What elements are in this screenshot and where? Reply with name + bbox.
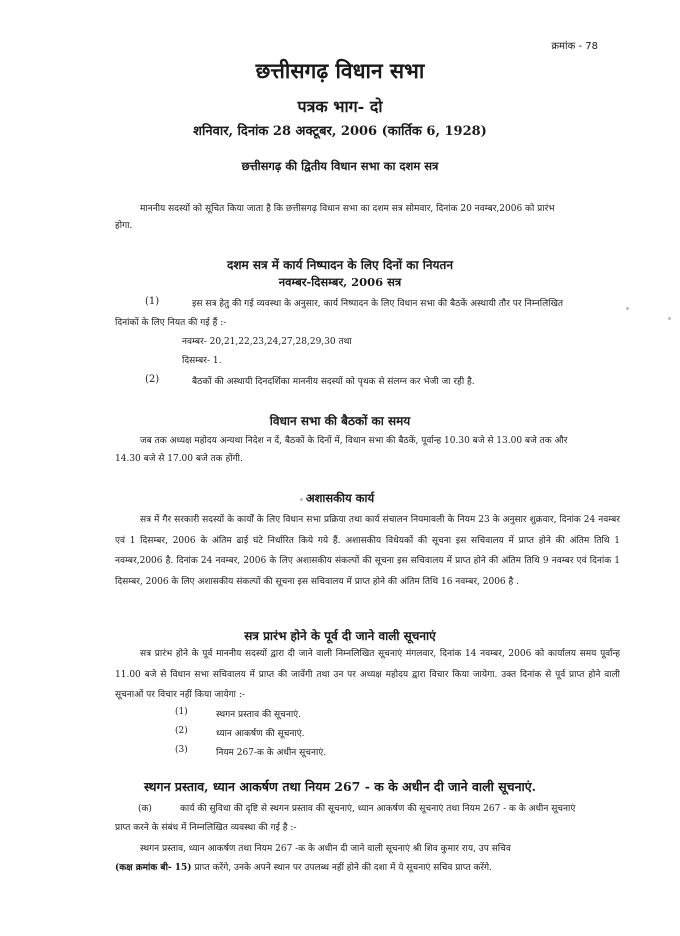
adjournment-item-line-1: कार्य की सुविधा की दृष्टि से स्थगन प्रस्ताव की सूचनाएं, ध्यान आकर्षण की सूचनाएं तथा नियम 267 - क के अधीन सूचनाएं bbox=[180, 804, 576, 814]
bulletin-part-title: पत्रक भाग- दो bbox=[297, 97, 383, 116]
adjournment-text-line-1: स्थगन प्रस्ताव, ध्यान आकर्षण तथा नियम 267 -क के अधीन दी जाने वाली सूचनाएं श्री शिव कुमार राय, उप सचिव bbox=[140, 844, 511, 854]
sitting-days-subtitle: नवम्बर-दिसम्बर, 2006 सत्र bbox=[278, 275, 402, 289]
assembly-title: छत्तीसगढ़ विधान सभा bbox=[255, 58, 425, 83]
session-title: छत्तीसगढ़ की द्वितीय विधान सभा का दशम सत्र bbox=[241, 159, 439, 173]
prior-notices-text: सत्र प्रारंभ होने के पूर्व माननीय सदस्यों द्वारा दी जाने वाली निम्नलिखित सूचनाएं मंगलवार, दिनांक 14 नवम्बर, 2006 को कार्यालय समय पूर्वान्ह 11.00 बजे से विधान सभा सचिवालय में प्राप्त की जावेंगी तथा उन पर अध्यक्ष महोदय द्वारा विचार किया जायेगा. उक्त दिनांक से पूर्व प्राप्त होने वाली सूचनाओं पर विचार नहीं किया जायेगा :- bbox=[115, 649, 620, 700]
room-number: (कक्ष क्रमांक बी- 15) bbox=[115, 863, 192, 873]
adjournment-item-line-2: प्राप्त करने के संबंध में निम्नलिखित व्यवस्था की गई है :- bbox=[115, 823, 297, 833]
serial-number: क्रमांक - 78 bbox=[551, 41, 598, 52]
adjournment-item-number: (क) bbox=[138, 804, 152, 814]
november-dates: नवम्बर- 20,21,22,23,24,27,28,29,30 तथा bbox=[182, 337, 352, 347]
notice-item-2-number: (2) bbox=[175, 726, 188, 736]
adjournment-text-line-2 bbox=[115, 862, 492, 874]
adjournment-title: स्थगन प्रस्ताव, ध्यान आकर्षण तथा नियम 267 - क के अधीन दी जाने वाली सूचनाएं. bbox=[143, 779, 537, 794]
sitting-time-line-1: जब तक अध्यक्ष महोदय अन्यथा निदेश न दें, बैठकों के दिनों में, विधान सभा की बैठकें, पूर्वान्ह 10.30 बजे से 13.00 बजे तक और bbox=[140, 436, 568, 446]
scan-speck bbox=[300, 498, 303, 501]
sitting-days-item-1-line-1: इस सत्र हेतु की गई व्यवस्था के अनुसार, कार्य निष्पादन के लिए विधान सभा की बैठकें अस्थायी तौर पर निम्नलिखित bbox=[192, 299, 564, 309]
scan-speck bbox=[668, 317, 671, 320]
intro-line-1: माननीय सदस्यों को सूचित किया जाता है कि छत्तीसगढ़ विधान सभा का दशम सत्र सोमवार, दिनांक 20 नवम्बर,2006 को प्रारंभ bbox=[140, 204, 555, 214]
notice-item-2-label: ध्यान आकर्षण की सूचनाएं. bbox=[216, 729, 305, 739]
non-official-text: सत्र में गैर सरकारी सदस्यों के कार्यों के लिए विधान सभा प्रक्रिया तथा कार्य संचालन नियमावली के नियम 23 के अनुसार शुक्रवार, दिनांक 24 नवम्बर एवं 1 दिसम्बर, 2006 के अंतिम ढाई घंटे निर्धारित किये गये हैं. अशासकीय विधेयकों की सूचना इस सचिवालय में प्राप्त होने की अंतिम तिथि 1 नवम्बर,2006 है. दिनांक 24 नवम्बर, 2006 के लिए अशासकीय संकल्पों की सूचना इस सचिवालय में प्राप्त होने की अंतिम तिथि 9 नवम्बर एवं दिनांक 1 दिसम्बर, 2006 के लिए अशासकीय संकल्पों की सूचना इस सचिवालय में प्राप्त होने की अंतिम तिथि 16 नवम्बर, 2006 है . bbox=[115, 515, 620, 587]
notice-item-1-label: स्थगन प्रस्ताव की सूचनाएं. bbox=[216, 710, 302, 720]
bulletin-date: शनिवार, दिनांक 28 अक्टूबर, 2006 (कार्तिक 6, 1928) bbox=[193, 124, 487, 139]
intro-line-2: होगा. bbox=[115, 221, 133, 231]
sitting-days-item-2: बैठकों की अस्थायी दिनदर्शिका माननीय सदस्यों को पृथक से संलग्न कर भेजी जा रही है. bbox=[192, 377, 475, 387]
adjournment-text-line-2-rest: प्राप्त करेंगे, उनके अपने स्थान पर उपलब्ध नहीं होने की दशा में ये सूचनाएं सचिव प्राप्त करेंगे. bbox=[191, 863, 492, 873]
december-dates: दिसम्बर- 1. bbox=[182, 356, 222, 366]
sitting-days-title: दशम सत्र में कार्य निष्पादन के लिए दिनों का नियतन bbox=[227, 258, 453, 272]
notice-item-3-label: नियम 267-क के अधीन सूचनाएं. bbox=[216, 748, 327, 758]
non-official-title: अशासकीय कार्य bbox=[305, 491, 375, 505]
scan-speck bbox=[626, 307, 629, 310]
notice-item-1-number: (1) bbox=[175, 707, 188, 717]
sitting-days-item-1-line-2: दिनांकों के लिए नियत की गई हैं :- bbox=[115, 318, 227, 328]
sitting-time-line-2: 14.30 बजे से 17.00 बजे तक होंगी. bbox=[115, 454, 243, 464]
item-number: (1) bbox=[145, 296, 160, 307]
item-number: (2) bbox=[145, 374, 160, 385]
prior-notices-title: सत्र प्रारंभ होने के पूर्व दी जाने वाली सूचनाएं bbox=[244, 629, 436, 643]
notice-item-3-number: (3) bbox=[175, 745, 188, 755]
sitting-time-title: विधान सभा की बैठकों का समय bbox=[269, 414, 411, 428]
